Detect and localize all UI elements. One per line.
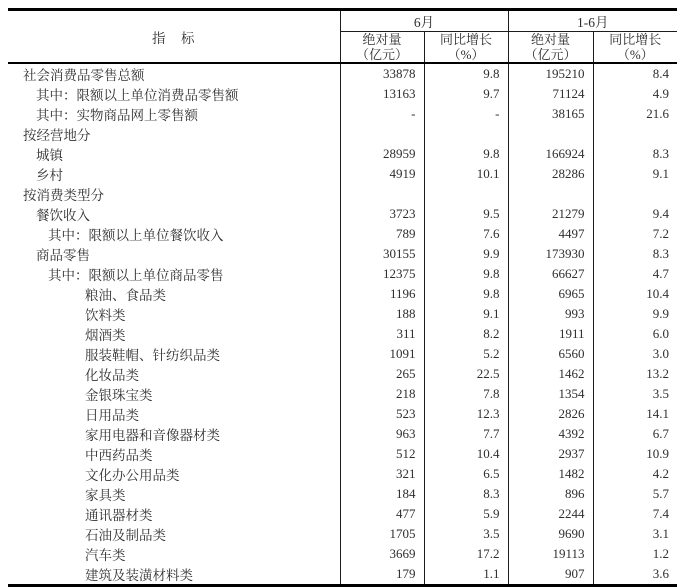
cumulative-absolute: 195210: [508, 63, 593, 84]
cumulative-absolute: 21279: [508, 204, 593, 224]
june-yoy: 17.2: [424, 544, 508, 564]
cumulative-absolute: 28286: [508, 164, 593, 184]
june-yoy: 10.1: [424, 164, 508, 184]
cumulative-absolute: 19113: [508, 544, 593, 564]
table-row: [8, 504, 677, 524]
june-yoy: 3.5: [424, 524, 508, 544]
table-row: [8, 284, 677, 304]
june-absolute: 789: [340, 224, 424, 244]
june-absolute-header: [340, 32, 424, 64]
absolute-amount-label: 绝对量: [362, 32, 402, 47]
cumulative-absolute: 2244: [508, 504, 593, 524]
table-row: [8, 424, 677, 444]
indicator-label: 其中：限额以上单位商品零售: [8, 264, 340, 284]
cumulative-yoy-header: [593, 32, 677, 64]
table-row: [8, 524, 677, 544]
cumulative-yoy: 8.3: [652, 146, 669, 161]
table-row: [8, 324, 677, 344]
indicator-label: 其中：限额以上单位消费品零售额: [8, 84, 340, 104]
cumulative-yoy: 13.2: [646, 366, 669, 381]
indicator-label: 烟酒类: [8, 324, 340, 344]
june-absolute: 1705: [340, 524, 424, 544]
june-yoy: 9.8: [424, 144, 508, 164]
absolute-amount-label: 绝对量: [530, 32, 570, 47]
cumulative-absolute: 1354: [508, 384, 593, 404]
june-absolute: 179: [340, 564, 424, 586]
cumulative-absolute: 2826: [508, 404, 593, 424]
header-group-row: [8, 10, 677, 32]
june-yoy: [424, 124, 508, 144]
indicator-label: 石油及制品类: [8, 524, 340, 544]
cumulative-yoy: 3.6: [652, 566, 669, 581]
cumulative-yoy: 9.9: [652, 306, 669, 321]
june-absolute: [340, 124, 424, 144]
cumulative-yoy: 7.4: [652, 506, 669, 521]
june-absolute: 12375: [340, 264, 424, 284]
cumulative-absolute: [508, 184, 593, 204]
june-yoy: 5.2: [424, 344, 508, 364]
indicator-label: 餐饮收入: [8, 204, 340, 224]
cumulative-absolute: 4392: [508, 424, 593, 444]
june-yoy: 9.7: [424, 84, 508, 104]
statistical-table-sheet: [8, 8, 677, 587]
indicator-label: 城镇: [8, 144, 340, 164]
june-absolute: 188: [340, 304, 424, 324]
cumulative-yoy: 10.4: [646, 286, 669, 301]
june-yoy: 8.2: [424, 324, 508, 344]
cumulative-yoy: 4.9: [652, 86, 669, 101]
june-yoy: 10.4: [424, 444, 508, 464]
table-row: [8, 104, 677, 124]
june-yoy: 9.9: [424, 244, 508, 264]
cumulative-yoy: 3.5: [652, 386, 669, 401]
cumulative-yoy: [593, 124, 677, 144]
cumulative-yoy: 8.4: [652, 66, 669, 81]
indicator-label: 服装鞋帽、针纺织品类: [8, 344, 340, 364]
table-row: [8, 63, 677, 84]
cumulative-yoy: 14.1: [646, 406, 669, 421]
table-row: [8, 544, 677, 564]
table-row: [8, 144, 677, 164]
table-row: [8, 204, 677, 224]
table-row: [8, 304, 677, 324]
june-yoy: 7.8: [424, 384, 508, 404]
cumulative-yoy: 6.0: [652, 326, 669, 341]
table-row: [8, 404, 677, 424]
cumulative-yoy: 9.4: [652, 206, 669, 221]
cumulative-yoy: 8.3: [652, 246, 669, 261]
cumulative-absolute: [508, 124, 593, 144]
cumulative-absolute: 907: [508, 564, 593, 586]
indicator-label: 汽车类: [8, 544, 340, 564]
table-row: [8, 384, 677, 404]
table-row: [8, 484, 677, 504]
june-absolute: 512: [340, 444, 424, 464]
cumulative-absolute: 166924: [508, 144, 593, 164]
cumulative-absolute: 38165: [508, 104, 593, 124]
june-yoy: 1.1: [424, 564, 508, 586]
june-yoy: 7.7: [424, 424, 508, 444]
cumulative-yoy: 9.1: [652, 166, 669, 181]
june-yoy: 6.5: [424, 464, 508, 484]
indicator-label: 其中：限额以上单位餐饮收入: [8, 224, 340, 244]
june-yoy: 9.1: [424, 304, 508, 324]
indicator-label: 建筑及装潢材料类: [8, 564, 340, 586]
cumulative-absolute: 1482: [508, 464, 593, 484]
june-absolute: 1196: [340, 284, 424, 304]
june-absolute: -: [340, 104, 424, 124]
indicator-label: 文化办公用品类: [8, 464, 340, 484]
june-yoy: 9.8: [424, 264, 508, 284]
cumulative-absolute: 1911: [508, 324, 593, 344]
june-yoy: [424, 184, 508, 204]
june-absolute: 321: [340, 464, 424, 484]
table-row: [8, 164, 677, 184]
indicator-label: 其中：实物商品网上零售额: [8, 104, 340, 124]
cumulative-yoy: 5.7: [652, 486, 669, 501]
cumulative-absolute: 6965: [508, 284, 593, 304]
yoy-growth-label: 同比增长: [439, 32, 492, 47]
indicator-label: 商品零售: [8, 244, 340, 264]
june-absolute: 963: [340, 424, 424, 444]
table-row: [8, 184, 677, 204]
table-row: [8, 224, 677, 244]
june-absolute: 3723: [340, 204, 424, 224]
cumulative-yoy: 4.7: [652, 266, 669, 281]
june-yoy: 5.9: [424, 504, 508, 524]
indicator-label: 金银珠宝类: [8, 384, 340, 404]
section-label: 按消费类型分: [8, 184, 340, 204]
june-absolute: 3669: [340, 544, 424, 564]
june-yoy: 9.8: [424, 63, 508, 84]
indicator-label: 粮油、食品类: [8, 284, 340, 304]
june-absolute: 13163: [340, 84, 424, 104]
june-absolute: 184: [340, 484, 424, 504]
table-row: [8, 364, 677, 384]
table-row: [8, 84, 677, 104]
absolute-unit-label: （亿元）: [524, 47, 577, 62]
cumulative-yoy: [593, 184, 677, 204]
cumulative-absolute: 4497: [508, 224, 593, 244]
cumulative-yoy: 21.6: [646, 106, 669, 121]
cumulative-absolute: 1462: [508, 364, 593, 384]
june-yoy: 22.5: [424, 364, 508, 384]
cumulative-absolute: 6560: [508, 344, 593, 364]
cumulative-absolute: 9690: [508, 524, 593, 544]
june-absolute: 523: [340, 404, 424, 424]
june-absolute: 30155: [340, 244, 424, 264]
cumulative-absolute: 2937: [508, 444, 593, 464]
section-label: 按经营地分: [8, 124, 340, 144]
cumulative-absolute: 71124: [508, 84, 593, 104]
table-row: [8, 464, 677, 484]
absolute-unit-label: （亿元）: [355, 47, 408, 62]
yoy-growth-label: 同比增长: [609, 32, 662, 47]
table-row: [8, 444, 677, 464]
june-yoy: 9.5: [424, 204, 508, 224]
cumulative-absolute: 896: [508, 484, 593, 504]
yoy-unit-label: （%）: [616, 47, 654, 62]
indicator-label: 化妆品类: [8, 364, 340, 384]
june-yoy: 7.6: [424, 224, 508, 244]
june-absolute: [340, 184, 424, 204]
indicator-label: 中西药品类: [8, 444, 340, 464]
june-absolute: 477: [340, 504, 424, 524]
table-row: [8, 124, 677, 144]
table-row: [8, 564, 677, 586]
cumulative-yoy: 6.7: [652, 426, 669, 441]
retail-sales-table: [8, 8, 677, 587]
cumulative-absolute: 173930: [508, 244, 593, 264]
june-yoy-header: [424, 32, 508, 64]
indicator-label: 日用品类: [8, 404, 340, 424]
indicator-label: 社会消费品零售总额: [8, 63, 340, 84]
indicator-label: 通讯器材类: [8, 504, 340, 524]
column-group-cumulative: 1-6月: [508, 10, 677, 32]
table-row: [8, 244, 677, 264]
june-yoy: 12.3: [424, 404, 508, 424]
cumulative-yoy: 3.1: [652, 526, 669, 541]
june-absolute: 218: [340, 384, 424, 404]
june-yoy: -: [424, 104, 508, 124]
june-absolute: 33878: [340, 63, 424, 84]
cumulative-absolute: 993: [508, 304, 593, 324]
indicator-label: 家具类: [8, 484, 340, 504]
indicator-label: 饮料类: [8, 304, 340, 324]
cumulative-absolute-header: [508, 32, 593, 64]
yoy-unit-label: （%）: [447, 47, 485, 62]
june-absolute: 4919: [340, 164, 424, 184]
table-body: [8, 63, 677, 586]
indicator-label: 家用电器和音像器材类: [8, 424, 340, 444]
table-row: [8, 264, 677, 284]
june-yoy: 8.3: [424, 484, 508, 504]
table-row: [8, 344, 677, 364]
cumulative-yoy: 10.9: [646, 446, 669, 461]
indicator-label: 乡村: [8, 164, 340, 184]
cumulative-yoy: 7.2: [652, 226, 669, 241]
june-yoy: 9.8: [424, 284, 508, 304]
table-header: [8, 10, 677, 64]
june-absolute: 28959: [340, 144, 424, 164]
june-absolute: 1091: [340, 344, 424, 364]
column-group-june: 6月: [340, 10, 508, 32]
cumulative-yoy: 1.2: [652, 546, 669, 561]
june-absolute: 265: [340, 364, 424, 384]
cumulative-yoy: 4.2: [652, 466, 669, 481]
cumulative-absolute: 66627: [508, 264, 593, 284]
indicator-column-header: 指 标: [8, 10, 340, 64]
cumulative-yoy: 3.0: [652, 346, 669, 361]
june-absolute: 311: [340, 324, 424, 344]
